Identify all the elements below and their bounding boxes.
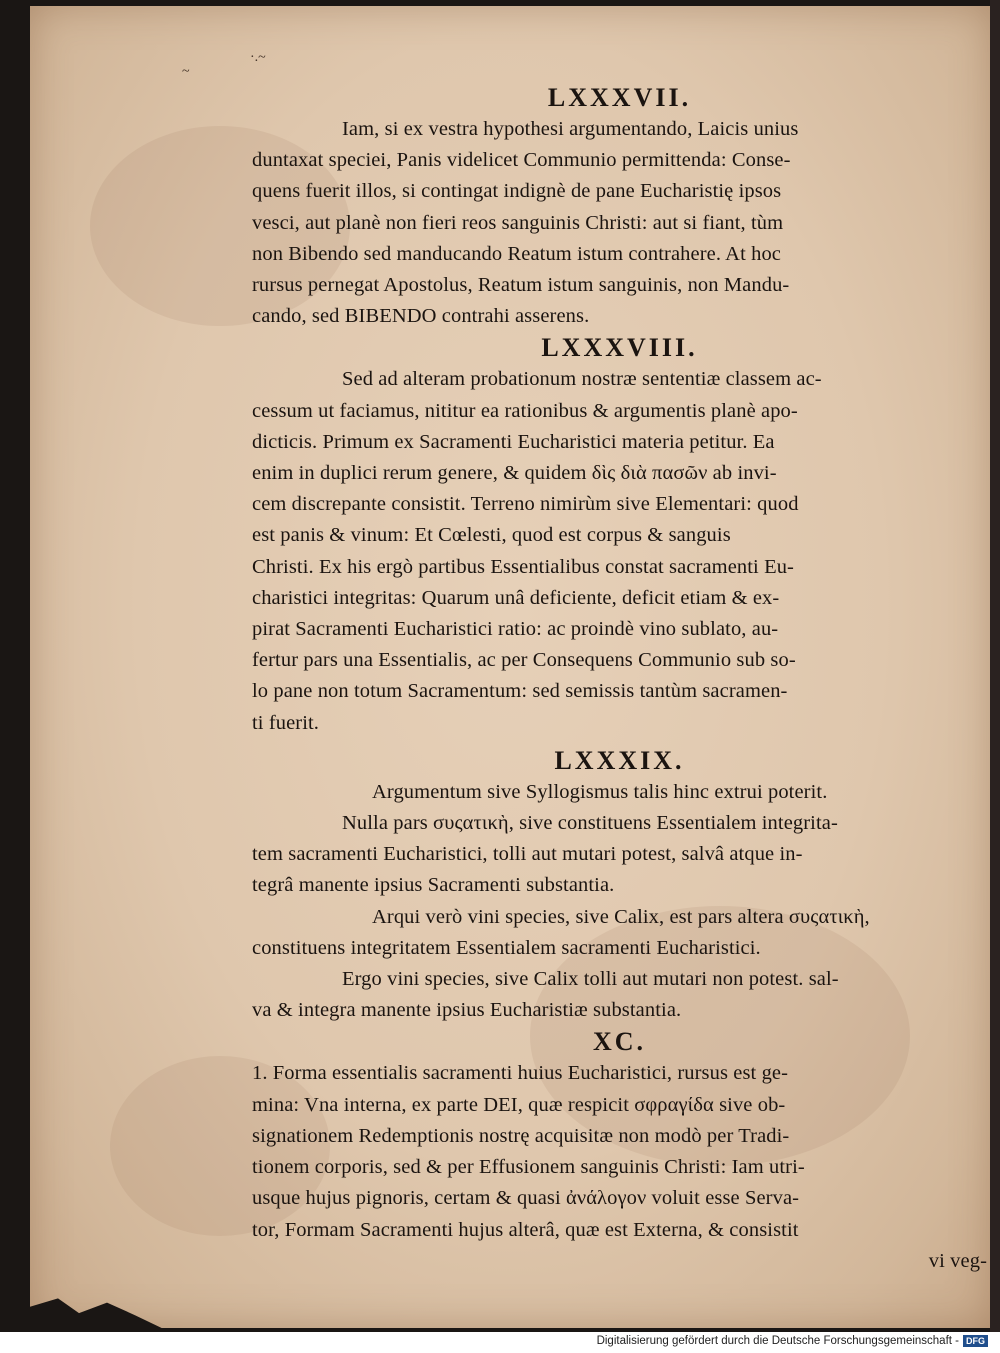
book-edge [990, 0, 1000, 1332]
section-heading: LXXXVII. [547, 83, 692, 112]
text-line: Nulla pars συςατικὴ, sive constituens Essentialem integrita- [342, 812, 838, 835]
text-line: Argumentum sive Syllogismus talis hinc extrui poterit. [372, 780, 828, 803]
text-line: duntaxat speciei, Panis videlicet Communio permittenda: Conse- [252, 149, 791, 172]
text-line: quens fuerit illos, si contingat indignè de pane Eucharistię ipsos [252, 180, 782, 203]
text-line: fertur pars una Essentialis, ac per Consequens Communio sub so- [252, 649, 796, 672]
text-line: signationem Redemptionis nostrę acquisitæ non modò per Tradi- [252, 1124, 790, 1147]
stray-ink-mark: ·.~ [250, 50, 266, 65]
paragraph [252, 364, 987, 738]
text-line: lo pane non totum Sacramentum: sed semissis tantùm sacramen- [252, 680, 788, 703]
text-line: Sed ad alteram probationum nostræ sententiæ classem ac- [342, 368, 822, 391]
text-line: dicticis. Primum ex Sacramenti Eucharistici materia petitur. Ea [252, 430, 775, 453]
text-line: ti fuerit. [252, 711, 320, 734]
digitization-credit [597, 1335, 988, 1347]
dfg-logo: DFG [963, 1335, 988, 1347]
text-line: tem sacramenti Eucharistici, tolli aut mutari potest, salvâ atque in- [252, 843, 803, 866]
section-heading: XC. [592, 1027, 647, 1057]
text-line: pirat Sacramenti Eucharistici ratio: ac proindè vino sublato, au- [252, 618, 779, 641]
text-line: vesci, aut planè non fieri reos sanguinis Christi: aut si fiant, tùm [252, 211, 784, 234]
text-line: usque hujus pignoris, certam & quasi ἀνάλογον voluit esse Serva- [252, 1187, 800, 1210]
text-line: cem discrepante consistit. Terreno nimirùm sive Elementari: quod [252, 493, 799, 516]
text-block [252, 82, 987, 1277]
text-line: tor, Formam Sacramenti hujus alterâ, quæ est Externa, & consistit [252, 1218, 799, 1241]
text-line: cessum ut faciamus, nititur ea rationibus & argumentis planè apo- [252, 399, 798, 422]
text-line: va & integra manente ipsius Eucharistiæ substantia. [252, 999, 682, 1022]
text-line: Ergo vini species, sive Calix tolli aut mutari non potest. sal- [342, 968, 839, 991]
text-line: est panis & vinum: Et Cœlesti, quod est corpus & sanguis [252, 524, 731, 547]
text-line: Christi. Ex his ergò partibus Essentialibus constat sacramenti Eu- [252, 555, 794, 578]
text-line: charistici integritas: Quarum unâ deficiente, deficit etiam & ex- [252, 586, 780, 609]
text-line: mina: Vna interna, ex parte DEI, quæ respicit σφραγίδα sive ob- [252, 1093, 786, 1116]
text-line: tionem corporis, sed & per Effusionem sanguinis Christi: Iam utri- [252, 1156, 805, 1179]
paragraph [252, 1058, 987, 1276]
text-line: tegrâ manente ipsius Sacramenti substantia. [252, 874, 615, 897]
paragraph [252, 114, 987, 332]
stray-ink-mark: ~ [182, 64, 190, 79]
text-line: Iam, si ex vestra hypothesi argumentando, Laicis unius [342, 118, 799, 140]
text-line: rursus pernegat Apostolus, Reatum istum sanguinis, non Mandu- [252, 274, 790, 297]
text-line: cando, sed BIBENDO contrahi asserens. [252, 305, 590, 328]
credit-text: Digitalisierung gefördert durch die Deutsche Forschungsgemeinschaft - [596, 1335, 959, 1347]
section-heading: LXXXVIII. [541, 333, 698, 363]
text-line: constituens integritatem Essentialem sacramenti Eucharistici. [252, 936, 761, 959]
paragraph [252, 777, 987, 1027]
text-line: 1. Forma essentialis sacramenti huius Eucharistici, rursus est ge- [252, 1062, 789, 1085]
catchword: vi veg- [928, 1249, 987, 1272]
text-line: Arqui verò vini species, sive Calix, est pars altera συςατικὴ, [372, 905, 870, 928]
text-line: non Bibendo sed manducando Reatum istum contrahere. At hoc [252, 242, 781, 265]
section-heading: LXXXIX. [554, 745, 685, 775]
text-line: enim in duplici rerum genere, & quidem δὶς διὰ πασῶν ab invi- [252, 462, 777, 485]
